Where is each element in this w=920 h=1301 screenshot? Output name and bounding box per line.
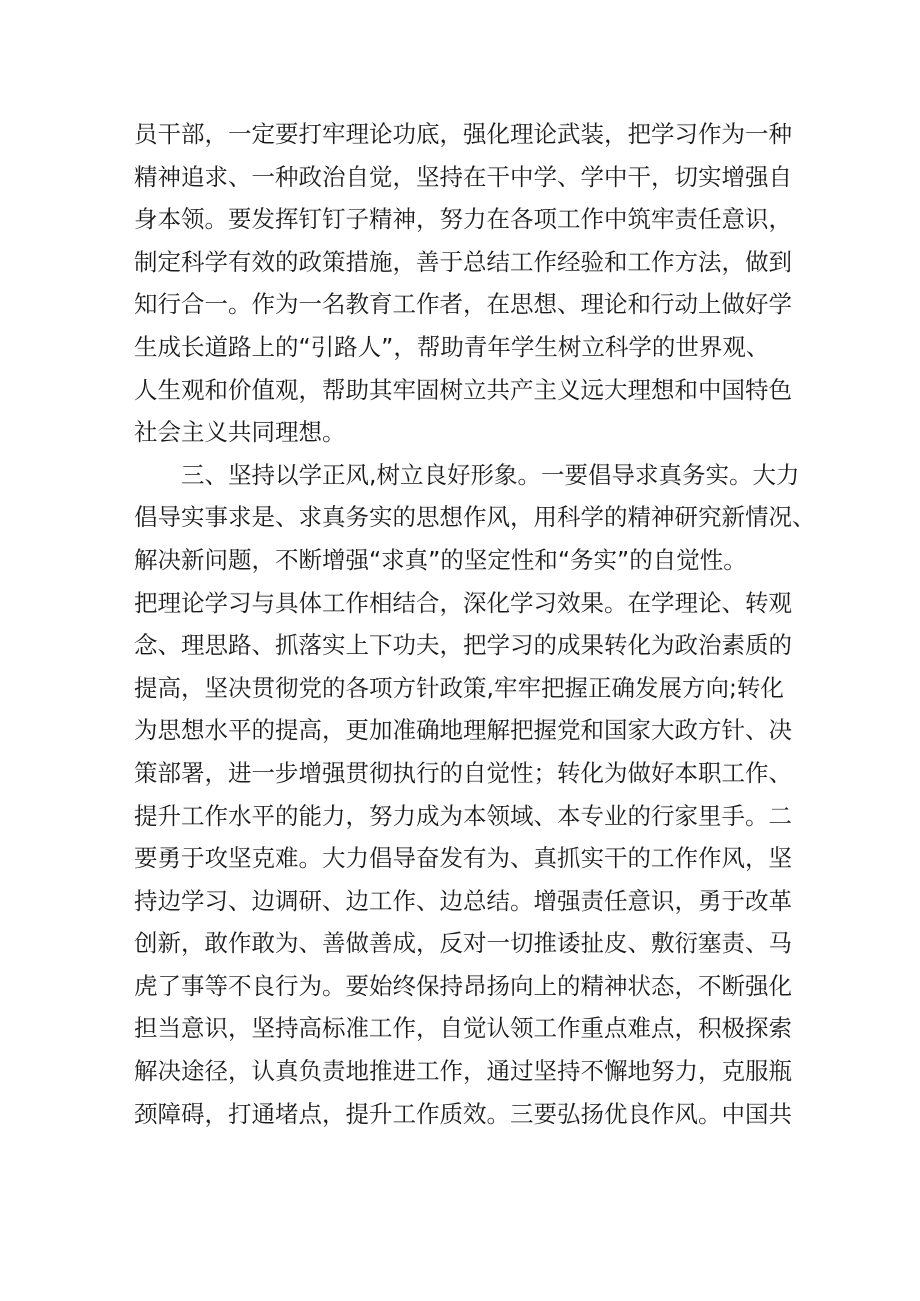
text-line: 提升工作水平的能力，努力成为本领域、本专业的行家里手。二 bbox=[134, 801, 792, 830]
text-line: 精神追求、一种政治自觉，坚持在干中学、学中干，切实增强自 bbox=[134, 162, 792, 191]
text-line: 策部署，进一步增强贯彻执行的自觉性；转化为做好本职工作、 bbox=[134, 758, 792, 787]
text-line: 社会主义共同理想。 bbox=[134, 418, 346, 447]
body-text bbox=[134, 113, 816, 1135]
text-line: 提高，坚决贯彻党的各项方针政策,牢牢把握正确发展方向;转化 bbox=[134, 673, 784, 702]
text-line: 制定科学有效的政策措施，善于总结工作经验和工作方法，做到 bbox=[134, 247, 792, 276]
text-line: 担当意识，坚持高标准工作，自觉认领工作重点难点，积极探索 bbox=[134, 1014, 792, 1043]
text-line: 员干部，一定要打牢理论功底，强化理论武装，把学习作为一种 bbox=[134, 120, 792, 148]
text-line: 虎了事等不良行为。要始终保持昂扬向上的精神状态，不断强化 bbox=[134, 971, 792, 1000]
text-line: 生成长道路上的“引路人”，帮助青年学生树立科学的世界观、 bbox=[134, 332, 770, 361]
text-line: 身本领。要发挥钉钉子精神，努力在各项工作中筑牢责任意识， bbox=[134, 205, 792, 234]
section-heading-line: 三、坚持以学正风,树立良好形象。一要倡导求真务实。大力 bbox=[181, 460, 800, 489]
text-line: 颈障碍，打通堵点，提升工作质效。三要弘扬优良作风。中国共 bbox=[134, 1099, 792, 1128]
text-line: 解决新问题，不断增强“求真”的坚定性和“务实”的自觉性。 bbox=[134, 545, 747, 574]
text-line: 为思想水平的提高，更加准确地理解把握党和国家大政方针、决 bbox=[134, 716, 792, 745]
text-line: 创新，敢作敢为、善做善成，反对一切推诿扯皮、敷衍塞责、马 bbox=[134, 929, 792, 958]
text-line: 知行合一。作为一名教育工作者，在思想、理论和行动上做好学 bbox=[134, 290, 792, 319]
text-line: 要勇于攻坚克难。大力倡导奋发有为、真抓实干的工作作风，坚 bbox=[134, 844, 792, 873]
text-line: 倡导实事求是、求真务实的思想作风，用科学的精神研究新情况、 bbox=[134, 503, 816, 532]
text-line: 把理论学习与具体工作相结合，深化学习效果。在学理论、转观 bbox=[134, 588, 792, 617]
text-line: 人生观和价值观，帮助其牢固树立共产主义远大理想和中国特色 bbox=[134, 375, 792, 404]
text-line: 持边学习、边调研、边工作、边总结。增强责任意识，勇于改革 bbox=[134, 886, 792, 915]
text-line: 念、理思路、抓落实上下功夫，把学习的成果转化为政治素质的 bbox=[134, 631, 792, 660]
text-line: 解决途径，认真负责地推进工作，通过坚持不懈地努力，克服瓶 bbox=[134, 1057, 792, 1086]
